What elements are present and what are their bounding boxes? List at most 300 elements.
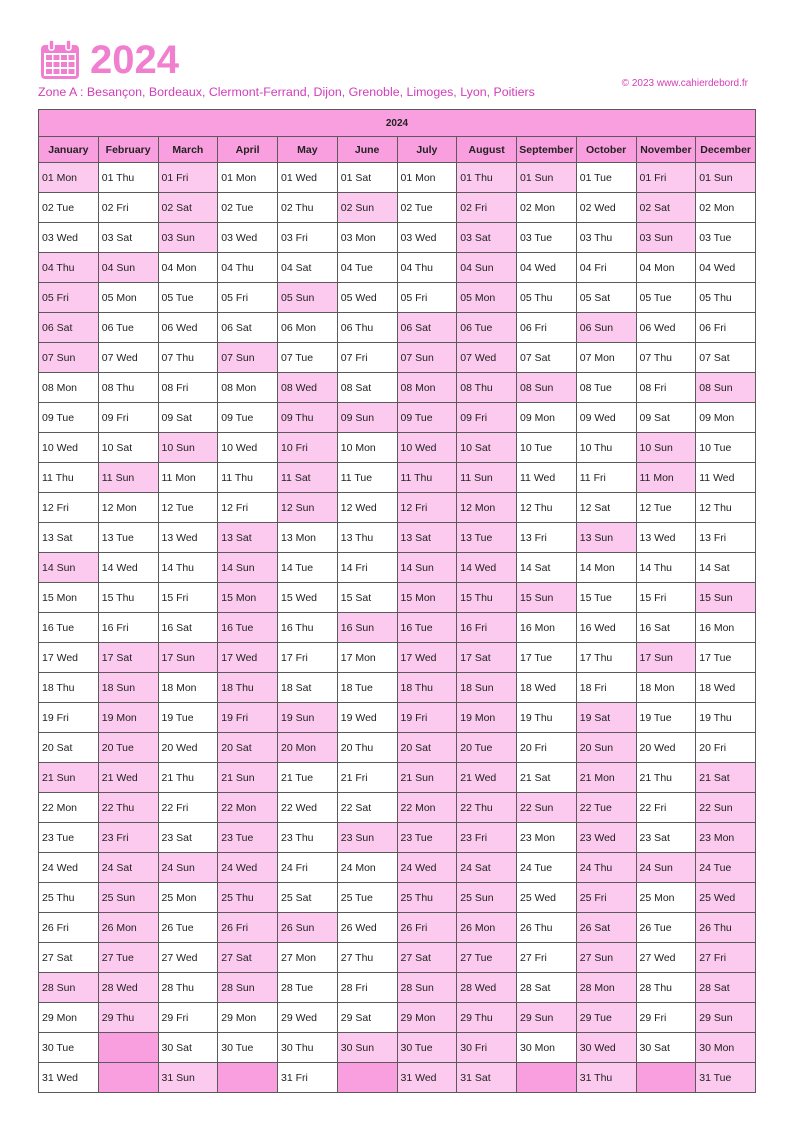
day-cell: 12 Fri [218, 493, 278, 523]
day-cell: 25 Mon [636, 883, 696, 913]
calendar-body [39, 163, 756, 1093]
day-cell: 18 Sat [278, 673, 338, 703]
day-cell: 22 Fri [158, 793, 218, 823]
day-cell: 10 Sun [158, 433, 218, 463]
day-cell: 07 Tue [278, 343, 338, 373]
day-cell: 06 Tue [457, 313, 517, 343]
day-cell: 27 Sun [576, 943, 636, 973]
day-cell: 20 Fri [696, 733, 756, 763]
month-header-september: September [517, 137, 577, 163]
day-cell: 29 Mon [39, 1003, 99, 1033]
day-cell: 05 Fri [397, 283, 457, 313]
day-cell: 11 Thu [218, 463, 278, 493]
day-cell: 18 Wed [696, 673, 756, 703]
day-cell: 20 Sat [397, 733, 457, 763]
day-cell: 06 Sun [576, 313, 636, 343]
day-cell: 02 Fri [457, 193, 517, 223]
day-cell: 23 Tue [218, 823, 278, 853]
day-cell: 15 Sat [337, 583, 397, 613]
day-cell: 20 Sat [218, 733, 278, 763]
day-cell: 29 Sun [517, 1003, 577, 1033]
day-cell: 08 Thu [457, 373, 517, 403]
table-row [39, 463, 756, 493]
day-cell: 03 Sat [457, 223, 517, 253]
day-cell: 26 Fri [397, 913, 457, 943]
day-cell: 07 Fri [337, 343, 397, 373]
day-cell: 03 Tue [517, 223, 577, 253]
day-cell: 09 Thu [278, 403, 338, 433]
day-cell: 24 Wed [397, 853, 457, 883]
day-cell: 22 Wed [278, 793, 338, 823]
day-cell: 07 Wed [457, 343, 517, 373]
day-cell: 24 Fri [278, 853, 338, 883]
day-cell: 01 Mon [39, 163, 99, 193]
day-cell: 05 Mon [98, 283, 158, 313]
day-cell: 28 Wed [98, 973, 158, 1003]
day-cell: 14 Sat [696, 553, 756, 583]
day-cell: 25 Fri [576, 883, 636, 913]
day-cell: 13 Fri [517, 523, 577, 553]
day-cell: 11 Thu [39, 463, 99, 493]
day-cell: 08 Sun [517, 373, 577, 403]
day-cell: 23 Tue [39, 823, 99, 853]
day-cell: 03 Sun [158, 223, 218, 253]
table-row [39, 553, 756, 583]
day-cell: 06 Wed [636, 313, 696, 343]
table-row [39, 163, 756, 193]
day-cell: 17 Thu [576, 643, 636, 673]
day-cell: 12 Wed [337, 493, 397, 523]
day-cell: 05 Tue [636, 283, 696, 313]
day-cell: 04 Thu [39, 253, 99, 283]
day-cell: 05 Sat [576, 283, 636, 313]
day-cell: 04 Wed [696, 253, 756, 283]
day-cell: 28 Sat [517, 973, 577, 1003]
day-cell: 25 Thu [218, 883, 278, 913]
day-cell: 11 Sun [457, 463, 517, 493]
day-cell: 30 Thu [278, 1033, 338, 1063]
day-cell: 27 Mon [278, 943, 338, 973]
day-cell: 20 Wed [158, 733, 218, 763]
day-cell: 02 Tue [397, 193, 457, 223]
day-cell: 18 Thu [397, 673, 457, 703]
day-cell: 31 Fri [278, 1063, 338, 1093]
day-cell: 26 Fri [39, 913, 99, 943]
day-cell: 12 Thu [517, 493, 577, 523]
day-cell: 25 Sun [98, 883, 158, 913]
day-cell: 19 Tue [158, 703, 218, 733]
day-cell: 25 Thu [397, 883, 457, 913]
day-cell: 28 Thu [636, 973, 696, 1003]
day-cell: 13 Sun [576, 523, 636, 553]
day-cell: 20 Wed [636, 733, 696, 763]
day-cell: 05 Mon [457, 283, 517, 313]
day-cell: 27 Tue [98, 943, 158, 973]
day-cell: 16 Sat [636, 613, 696, 643]
day-cell: 14 Wed [457, 553, 517, 583]
day-cell: 12 Tue [158, 493, 218, 523]
day-cell: 08 Sat [337, 373, 397, 403]
day-cell: 12 Fri [397, 493, 457, 523]
day-cell: 08 Tue [576, 373, 636, 403]
day-cell: 29 Thu [457, 1003, 517, 1033]
month-header-march: March [158, 137, 218, 163]
day-cell: 27 Tue [457, 943, 517, 973]
day-cell: 01 Thu [98, 163, 158, 193]
table-row [39, 313, 756, 343]
day-cell: 04 Fri [576, 253, 636, 283]
month-header-row [39, 137, 756, 163]
day-cell: 15 Wed [278, 583, 338, 613]
day-cell: 15 Fri [158, 583, 218, 613]
day-cell: 06 Mon [278, 313, 338, 343]
day-cell: 01 Sun [696, 163, 756, 193]
day-cell: 29 Thu [98, 1003, 158, 1033]
day-cell: 29 Tue [576, 1003, 636, 1033]
day-cell: 25 Thu [39, 883, 99, 913]
day-cell: 19 Thu [696, 703, 756, 733]
day-cell: 30 Mon [696, 1033, 756, 1063]
day-cell: 18 Fri [576, 673, 636, 703]
day-cell: 30 Tue [39, 1033, 99, 1063]
day-cell: 16 Sun [337, 613, 397, 643]
day-cell: 29 Fri [636, 1003, 696, 1033]
day-cell: 30 Tue [218, 1033, 278, 1063]
day-cell: 27 Fri [696, 943, 756, 973]
month-header-july: July [397, 137, 457, 163]
day-cell: 01 Fri [158, 163, 218, 193]
day-cell: 14 Sun [218, 553, 278, 583]
table-row [39, 523, 756, 553]
day-cell: 31 Wed [397, 1063, 457, 1093]
day-cell: 15 Thu [98, 583, 158, 613]
day-cell: 09 Tue [397, 403, 457, 433]
day-cell: 23 Fri [457, 823, 517, 853]
day-cell: 20 Tue [98, 733, 158, 763]
day-cell: 23 Sun [337, 823, 397, 853]
day-cell: 05 Fri [218, 283, 278, 313]
day-cell: 10 Thu [576, 433, 636, 463]
day-cell: 31 Sun [158, 1063, 218, 1093]
day-cell: 18 Sun [98, 673, 158, 703]
day-cell: 10 Mon [337, 433, 397, 463]
day-cell: 06 Sat [39, 313, 99, 343]
day-cell: 09 Sat [158, 403, 218, 433]
day-cell: 04 Tue [337, 253, 397, 283]
day-cell: 27 Thu [337, 943, 397, 973]
day-cell: 29 Fri [158, 1003, 218, 1033]
day-cell: 02 Mon [696, 193, 756, 223]
day-cell: 23 Mon [517, 823, 577, 853]
day-cell: 10 Tue [696, 433, 756, 463]
day-cell: 03 Tue [696, 223, 756, 253]
day-cell: 11 Tue [337, 463, 397, 493]
day-cell: 17 Sat [457, 643, 517, 673]
day-cell: 19 Tue [636, 703, 696, 733]
day-cell: 20 Thu [337, 733, 397, 763]
day-cell: 29 Mon [397, 1003, 457, 1033]
day-cell: 07 Sat [696, 343, 756, 373]
day-cell: 23 Fri [98, 823, 158, 853]
day-cell: 18 Wed [517, 673, 577, 703]
day-cell: 22 Mon [39, 793, 99, 823]
day-cell: 12 Thu [696, 493, 756, 523]
day-cell: 27 Wed [158, 943, 218, 973]
day-cell: 26 Thu [696, 913, 756, 943]
day-cell: 23 Sat [158, 823, 218, 853]
day-cell: 09 Fri [98, 403, 158, 433]
day-cell: 27 Fri [517, 943, 577, 973]
day-cell: 04 Wed [517, 253, 577, 283]
day-cell: 13 Sat [397, 523, 457, 553]
day-cell: 03 Fri [278, 223, 338, 253]
table-row [39, 373, 756, 403]
day-cell: 10 Fri [278, 433, 338, 463]
table-row [39, 1003, 756, 1033]
day-cell: 17 Wed [397, 643, 457, 673]
day-cell: 30 Tue [397, 1033, 457, 1063]
day-cell: 20 Tue [457, 733, 517, 763]
table-row [39, 253, 756, 283]
day-cell: 09 Sat [636, 403, 696, 433]
table-row [39, 913, 756, 943]
day-cell: 14 Sun [397, 553, 457, 583]
day-cell: 04 Sun [98, 253, 158, 283]
day-cell: 18 Thu [39, 673, 99, 703]
day-cell: 05 Sun [278, 283, 338, 313]
day-cell: 02 Sat [636, 193, 696, 223]
day-cell: 10 Wed [397, 433, 457, 463]
day-cell: 26 Wed [337, 913, 397, 943]
day-cell: 06 Sat [218, 313, 278, 343]
day-cell: 19 Fri [39, 703, 99, 733]
day-cell: 20 Sun [576, 733, 636, 763]
day-cell: 13 Wed [636, 523, 696, 553]
day-cell: 14 Sun [39, 553, 99, 583]
day-cell: 29 Wed [278, 1003, 338, 1033]
day-cell: 01 Wed [278, 163, 338, 193]
day-cell: 28 Thu [158, 973, 218, 1003]
year-calendar-table [38, 109, 756, 1093]
day-cell: 28 Wed [457, 973, 517, 1003]
day-cell: 11 Thu [397, 463, 457, 493]
month-header-january: January [39, 137, 99, 163]
day-cell: 10 Sat [98, 433, 158, 463]
table-row [39, 343, 756, 373]
day-cell: 10 Wed [218, 433, 278, 463]
day-cell: 16 Fri [98, 613, 158, 643]
day-cell: 14 Wed [98, 553, 158, 583]
day-cell: 08 Sun [696, 373, 756, 403]
day-cell: 06 Thu [337, 313, 397, 343]
day-cell: 14 Fri [337, 553, 397, 583]
day-cell: 27 Wed [636, 943, 696, 973]
day-cell: 21 Sun [397, 763, 457, 793]
day-cell: 13 Fri [696, 523, 756, 553]
day-cell: 22 Tue [576, 793, 636, 823]
day-cell: 01 Fri [636, 163, 696, 193]
day-cell: 03 Wed [218, 223, 278, 253]
day-cell: 04 Sun [457, 253, 517, 283]
day-cell: 30 Sat [158, 1033, 218, 1063]
month-header-october: October [576, 137, 636, 163]
day-cell: 12 Sat [576, 493, 636, 523]
day-cell: 09 Sun [337, 403, 397, 433]
day-cell: 15 Tue [576, 583, 636, 613]
day-cell: 21 Thu [158, 763, 218, 793]
day-cell: 10 Sat [457, 433, 517, 463]
day-cell: 17 Sun [636, 643, 696, 673]
day-cell: 24 Sat [457, 853, 517, 883]
month-header-december: December [696, 137, 756, 163]
day-cell: 28 Mon [576, 973, 636, 1003]
day-cell: 24 Sat [98, 853, 158, 883]
empty-day-cell [98, 1063, 158, 1093]
day-cell: 12 Sun [278, 493, 338, 523]
empty-day-cell [98, 1033, 158, 1063]
day-cell: 27 Sat [39, 943, 99, 973]
day-cell: 14 Mon [576, 553, 636, 583]
day-cell: 28 Sun [218, 973, 278, 1003]
month-header-august: August [457, 137, 517, 163]
day-cell: 23 Wed [576, 823, 636, 853]
day-cell: 03 Sat [98, 223, 158, 253]
day-cell: 09 Fri [457, 403, 517, 433]
day-cell: 18 Mon [158, 673, 218, 703]
month-header-november: November [636, 137, 696, 163]
day-cell: 12 Tue [636, 493, 696, 523]
day-cell: 08 Fri [636, 373, 696, 403]
month-header-february: February [98, 137, 158, 163]
day-cell: 17 Wed [218, 643, 278, 673]
month-header-april: April [218, 137, 278, 163]
day-cell: 13 Sat [218, 523, 278, 553]
day-cell: 23 Thu [278, 823, 338, 853]
day-cell: 24 Wed [218, 853, 278, 883]
day-cell: 28 Sun [39, 973, 99, 1003]
day-cell: 16 Wed [576, 613, 636, 643]
day-cell: 15 Thu [457, 583, 517, 613]
day-cell: 08 Thu [98, 373, 158, 403]
day-cell: 16 Fri [457, 613, 517, 643]
day-cell: 06 Fri [696, 313, 756, 343]
day-cell: 16 Mon [696, 613, 756, 643]
day-cell: 31 Tue [696, 1063, 756, 1093]
day-cell: 07 Sun [39, 343, 99, 373]
day-cell: 26 Sun [278, 913, 338, 943]
day-cell: 10 Wed [39, 433, 99, 463]
day-cell: 02 Tue [218, 193, 278, 223]
day-cell: 14 Thu [158, 553, 218, 583]
day-cell: 17 Mon [337, 643, 397, 673]
day-cell: 21 Fri [337, 763, 397, 793]
table-row [39, 823, 756, 853]
day-cell: 20 Sat [39, 733, 99, 763]
day-cell: 30 Wed [576, 1033, 636, 1063]
table-row [39, 853, 756, 883]
day-cell: 30 Fri [457, 1033, 517, 1063]
day-cell: 09 Mon [696, 403, 756, 433]
empty-day-cell [636, 1063, 696, 1093]
day-cell: 03 Thu [576, 223, 636, 253]
day-cell: 05 Fri [39, 283, 99, 313]
day-cell: 21 Sat [517, 763, 577, 793]
day-cell: 09 Tue [218, 403, 278, 433]
day-cell: 06 Sat [397, 313, 457, 343]
calendar-icon [40, 40, 80, 85]
table-row [39, 193, 756, 223]
day-cell: 16 Sat [158, 613, 218, 643]
day-cell: 25 Wed [696, 883, 756, 913]
day-cell: 31 Sat [457, 1063, 517, 1093]
day-cell: 30 Mon [517, 1033, 577, 1063]
day-cell: 17 Tue [517, 643, 577, 673]
day-cell: 25 Sun [457, 883, 517, 913]
day-cell: 15 Sun [517, 583, 577, 613]
table-row [39, 433, 756, 463]
day-cell: 13 Mon [278, 523, 338, 553]
day-cell: 13 Wed [158, 523, 218, 553]
day-cell: 24 Tue [696, 853, 756, 883]
day-cell: 30 Sat [636, 1033, 696, 1063]
table-row [39, 223, 756, 253]
day-cell: 07 Sun [218, 343, 278, 373]
day-cell: 19 Sat [576, 703, 636, 733]
day-cell: 25 Sat [278, 883, 338, 913]
day-cell: 17 Sat [98, 643, 158, 673]
day-cell: 28 Sat [696, 973, 756, 1003]
day-cell: 31 Thu [576, 1063, 636, 1093]
table-row [39, 1063, 756, 1093]
day-cell: 08 Wed [278, 373, 338, 403]
day-cell: 18 Tue [337, 673, 397, 703]
day-cell: 04 Sat [278, 253, 338, 283]
table-row [39, 493, 756, 523]
table-row [39, 403, 756, 433]
day-cell: 17 Fri [278, 643, 338, 673]
day-cell: 15 Sun [696, 583, 756, 613]
day-cell: 20 Mon [278, 733, 338, 763]
day-cell: 01 Tue [576, 163, 636, 193]
day-cell: 19 Thu [517, 703, 577, 733]
day-cell: 05 Wed [337, 283, 397, 313]
day-cell: 26 Tue [636, 913, 696, 943]
day-cell: 31 Wed [39, 1063, 99, 1093]
day-cell: 22 Thu [457, 793, 517, 823]
table-row [39, 793, 756, 823]
day-cell: 16 Tue [397, 613, 457, 643]
day-cell: 22 Fri [636, 793, 696, 823]
day-cell: 22 Mon [218, 793, 278, 823]
day-cell: 22 Mon [397, 793, 457, 823]
day-cell: 05 Thu [517, 283, 577, 313]
table-row [39, 973, 756, 1003]
day-cell: 04 Thu [218, 253, 278, 283]
table-year-label: 2024 [39, 110, 756, 137]
day-cell: 07 Wed [98, 343, 158, 373]
day-cell: 14 Thu [636, 553, 696, 583]
day-cell: 11 Mon [158, 463, 218, 493]
day-cell: 24 Sun [158, 853, 218, 883]
day-cell: 12 Fri [39, 493, 99, 523]
day-cell: 26 Tue [158, 913, 218, 943]
table-row [39, 643, 756, 673]
day-cell: 10 Tue [517, 433, 577, 463]
day-cell: 23 Mon [696, 823, 756, 853]
day-cell: 27 Sat [218, 943, 278, 973]
day-cell: 02 Fri [98, 193, 158, 223]
month-header-may: May [278, 137, 338, 163]
